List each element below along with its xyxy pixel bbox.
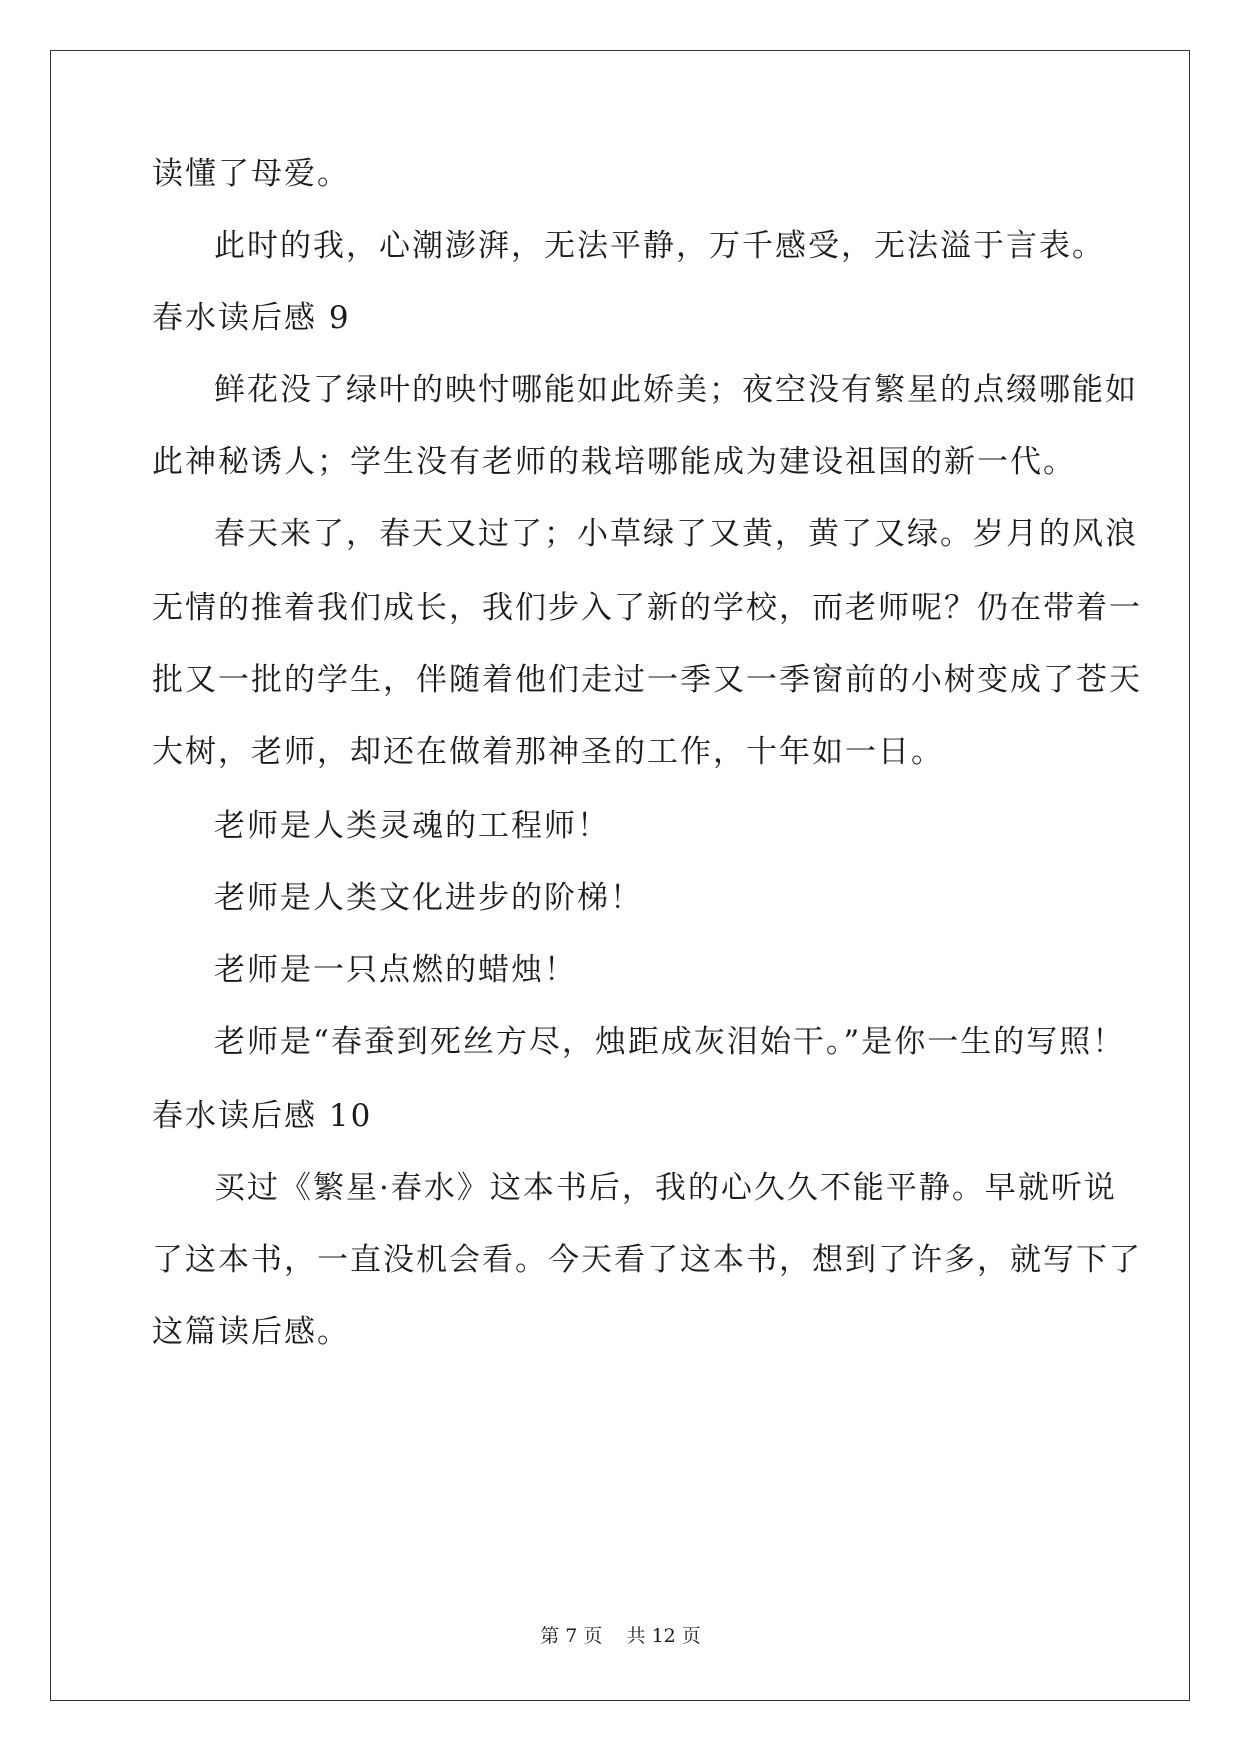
section-heading: 春水读后感 10 bbox=[152, 1098, 373, 1134]
body-line: 了这本书，一直没机会看。今天看了这本书，想到了许多，就写下了 bbox=[152, 1242, 1142, 1278]
body-line: 大树，老师，却还在做着那神圣的工作，十年如一日。 bbox=[152, 734, 944, 770]
body-line: 批又一批的学生，伴随着他们走过一季又一季窗前的小树变成了苍天 bbox=[152, 662, 1142, 698]
body-line: 此时的我，心潮澎湃，无法平静，万千感受，无法溢于言表。 bbox=[214, 228, 1105, 264]
body-line: 老师是“春蚕到死丝方尽，烛距成灰泪始干。”是你一生的写照！ bbox=[214, 1024, 1126, 1060]
body-line: 老师是一只点燃的蜡烛！ bbox=[214, 952, 577, 988]
body-line: 鲜花没了绿叶的映忖哪能如此娇美；夜空没有繁星的点缀哪能如 bbox=[214, 372, 1138, 408]
body-line: 这篇读后感。 bbox=[152, 1314, 350, 1350]
body-line: 春天来了，春天又过了；小草绿了又黄，黄了又绿。岁月的风浪 bbox=[214, 516, 1138, 552]
body-line: 买过《繁星·春水》这本书后，我的心久久不能平静。早就听说 bbox=[214, 1170, 1117, 1206]
body-line: 无情的推着我们成长，我们步入了新的学校，而老师呢？仍在带着一 bbox=[152, 590, 1142, 626]
body-line: 此神秘诱人；学生没有老师的栽培哪能成为建设祖国的新一代。 bbox=[152, 444, 1076, 480]
body-line: 老师是人类灵魂的工程师！ bbox=[214, 808, 610, 844]
body-line: 读懂了母爱。 bbox=[152, 156, 350, 192]
body-line: 老师是人类文化进步的阶梯！ bbox=[214, 880, 643, 916]
page-number: 第 7 页 共 12 页 bbox=[540, 1625, 701, 1647]
section-heading: 春水读后感 9 bbox=[152, 300, 351, 336]
